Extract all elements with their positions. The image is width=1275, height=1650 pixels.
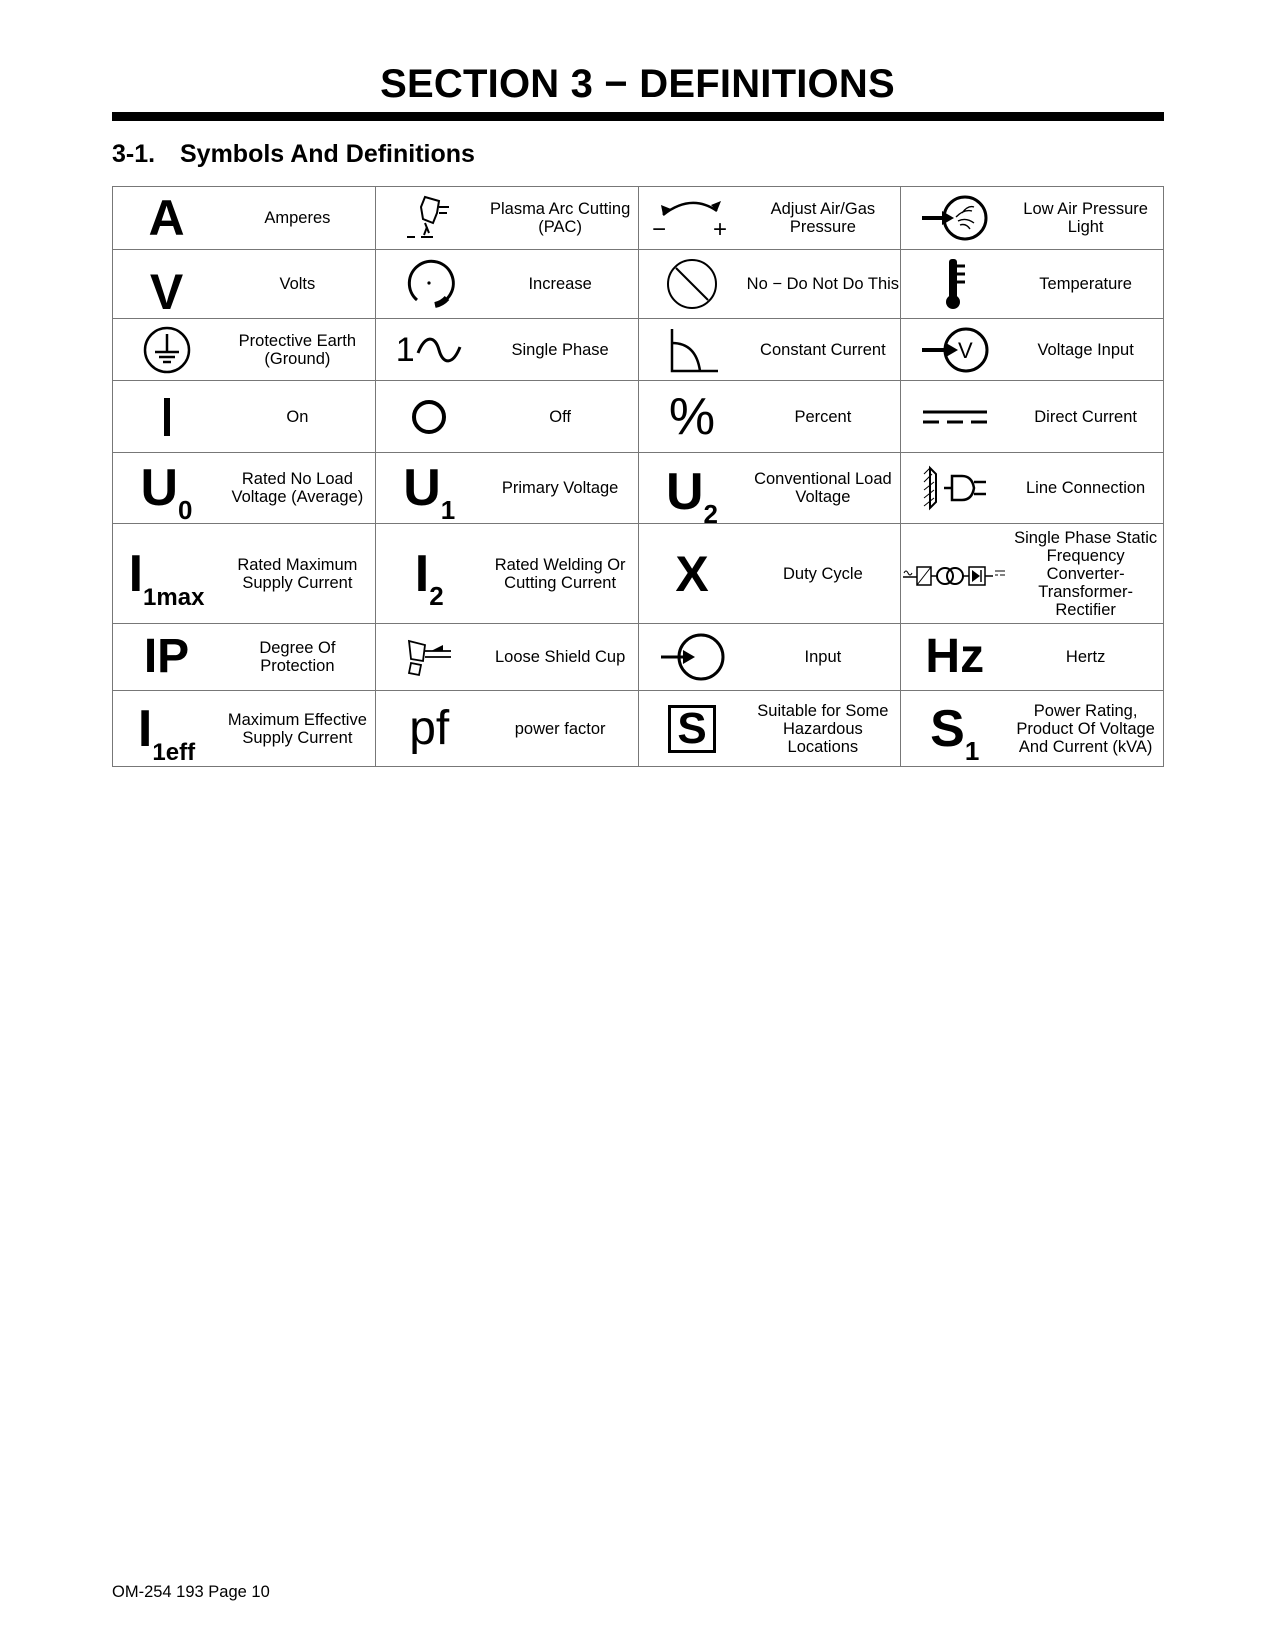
symbol-cell — [113, 524, 221, 624]
symbol-cell — [375, 624, 483, 691]
symbol-cell — [375, 524, 483, 624]
definition-cell: Adjust Air/Gas Pressure — [746, 187, 901, 250]
i2-letter: I — [414, 544, 430, 603]
u2-subscript: 2 — [703, 499, 719, 529]
pf-symbol: pf — [409, 701, 450, 755]
table-row — [113, 691, 1164, 767]
increase-arc-icon — [401, 256, 457, 312]
symbol-cell — [113, 381, 221, 453]
definition-cell: Degree Of Protection — [220, 624, 375, 691]
on-bar-icon — [157, 395, 177, 439]
plus-sign: + — [713, 216, 728, 241]
symbol-cell — [375, 691, 483, 767]
symbol-cell — [638, 319, 746, 381]
definition-cell: Temperature — [1008, 250, 1163, 319]
input-arrow-circle-icon — [657, 631, 727, 683]
definition-cell: Protective Earth (Ground) — [220, 319, 375, 381]
symbol-cell — [901, 624, 1009, 691]
thermometer-icon — [935, 256, 975, 312]
u2-symbol — [665, 463, 719, 529]
symbol-cell — [113, 453, 221, 524]
symbol-cell — [375, 453, 483, 524]
s1-letter: S — [930, 699, 965, 758]
definition-cell: Percent — [746, 381, 901, 453]
loose-shield-cup-icon — [401, 635, 457, 679]
i2-subscript: 2 — [429, 580, 444, 611]
definition-cell: Low Air Pressure Light — [1008, 187, 1163, 250]
table-row — [113, 319, 1164, 381]
i2-symbol — [414, 544, 444, 611]
table-row — [113, 524, 1164, 624]
definition-cell: Direct Current — [1008, 381, 1163, 453]
constant-current-icon — [662, 325, 722, 375]
definition-cell: Loose Shield Cup — [483, 624, 638, 691]
i1max-subscript: 1max — [143, 583, 205, 611]
symbol-cell — [375, 250, 483, 319]
symbol-cell — [638, 187, 746, 250]
definition-cell: Hertz — [1008, 624, 1163, 691]
off-circle-icon — [409, 397, 449, 437]
definition-cell: Single Phase Static Frequency Converter-Transformer-Rectifier — [1008, 524, 1163, 624]
i1eff-letter: I — [137, 699, 153, 758]
symbol-cell — [901, 250, 1009, 319]
letter-a-symbol: A — [148, 190, 185, 246]
i1eff-symbol — [137, 699, 196, 766]
u1-letter: U — [403, 459, 441, 517]
definition-cell: Constant Current — [746, 319, 901, 381]
definition-cell: Conventional Load Voltage — [746, 453, 901, 524]
symbol-cell — [901, 381, 1009, 453]
symbol-cell — [375, 319, 483, 381]
definition-cell: Plasma Arc Cutting (PAC) — [483, 187, 638, 250]
u0-symbol — [140, 459, 193, 525]
u1-symbol — [403, 459, 456, 525]
definition-cell: power factor — [483, 691, 638, 767]
title-rule — [112, 112, 1164, 121]
voltage-v-letter: V — [957, 337, 973, 363]
line-connection-plug-icon — [918, 464, 992, 512]
phase-number: 1 — [395, 330, 415, 369]
definition-cell: Volts — [220, 250, 375, 319]
symbol-cell — [375, 381, 483, 453]
definition-cell: Maximum Effective Supply Current — [220, 691, 375, 767]
no-circle-slash-icon — [664, 256, 720, 312]
sine-wave-icon — [415, 333, 463, 367]
symbol-cell — [375, 187, 483, 250]
definition-cell: Rated No Load Voltage (Average) — [220, 453, 375, 524]
symbol-cell — [638, 691, 746, 767]
symbol-cell — [901, 453, 1009, 524]
protective-earth-icon — [141, 324, 193, 376]
definition-cell: Increase — [483, 250, 638, 319]
definition-cell: Line Connection — [1008, 453, 1163, 524]
u0-letter: U — [140, 459, 179, 517]
subsection-number: 3-1. — [112, 140, 156, 168]
low-air-pressure-icon — [920, 193, 990, 243]
table-row — [113, 453, 1164, 524]
letter-v-symbol: V — [149, 264, 184, 320]
u1-subscript: 1 — [440, 495, 456, 525]
s1-subscript: 1 — [964, 735, 980, 766]
definition-cell: Amperes — [220, 187, 375, 250]
i1max-symbol — [128, 544, 205, 611]
definition-cell: On — [220, 381, 375, 453]
definition-cell: Suitable for Some Hazardous Locations — [746, 691, 901, 767]
symbol-cell — [638, 381, 746, 453]
direct-current-icon — [921, 405, 989, 429]
table-row — [113, 381, 1164, 453]
table-row — [113, 250, 1164, 319]
symbol-cell — [113, 319, 221, 381]
table-row — [113, 187, 1164, 250]
plasma-torch-icon — [399, 193, 459, 243]
percent-symbol: % — [668, 387, 716, 446]
u2-letter: U — [665, 463, 704, 521]
minus-sign: − — [652, 216, 667, 241]
definition-cell: Primary Voltage — [483, 453, 638, 524]
symbol-cell — [113, 250, 221, 319]
u0-subscript: 0 — [178, 495, 193, 525]
symbols-table — [112, 186, 1164, 767]
subsection-heading — [112, 140, 475, 169]
definition-cell: Input — [746, 624, 901, 691]
definition-cell: No − Do Not Do This — [746, 250, 901, 319]
symbol-cell — [113, 187, 221, 250]
subsection-title: Symbols And Definitions — [180, 140, 475, 168]
symbol-cell — [638, 624, 746, 691]
voltage-input-icon — [920, 325, 990, 375]
symbol-cell — [113, 624, 221, 691]
s1-symbol — [930, 699, 980, 766]
adjust-arc-minus-plus-icon — [649, 195, 735, 241]
x-symbol: X — [675, 545, 709, 602]
table-row — [113, 624, 1164, 691]
symbol-cell — [638, 453, 746, 529]
symbol-cell — [638, 524, 746, 624]
definition-cell: Off — [483, 381, 638, 453]
definition-cell: Single Phase — [483, 319, 638, 381]
hz-symbol: Hz — [925, 630, 985, 683]
symbol-cell — [638, 250, 746, 319]
page-title: SECTION 3 − DEFINITIONS — [380, 62, 895, 106]
symbol-cell — [901, 691, 1009, 767]
symbol-cell — [113, 691, 221, 767]
page-footer: OM-254 193 Page 10 — [112, 1583, 270, 1601]
definition-cell: Voltage Input — [1008, 319, 1163, 381]
definition-cell: Rated Maximum Supply Current — [220, 524, 375, 624]
definition-cell: Duty Cycle — [746, 524, 901, 624]
symbol-cell — [901, 187, 1009, 250]
i1max-letter: I — [128, 544, 144, 603]
boxed-s-icon: S — [668, 705, 716, 753]
definition-cell: Power Rating, Product Of Voltage And Current (kVA) — [1008, 691, 1163, 767]
inverter-transformer-rectifier-icon — [903, 559, 1007, 589]
ip-symbol: IP — [143, 630, 190, 683]
symbol-cell — [901, 524, 1009, 624]
definition-cell: Rated Welding Or Cutting Current — [483, 524, 638, 624]
i1eff-subscript: 1eff — [152, 738, 196, 766]
symbol-cell — [901, 319, 1009, 381]
